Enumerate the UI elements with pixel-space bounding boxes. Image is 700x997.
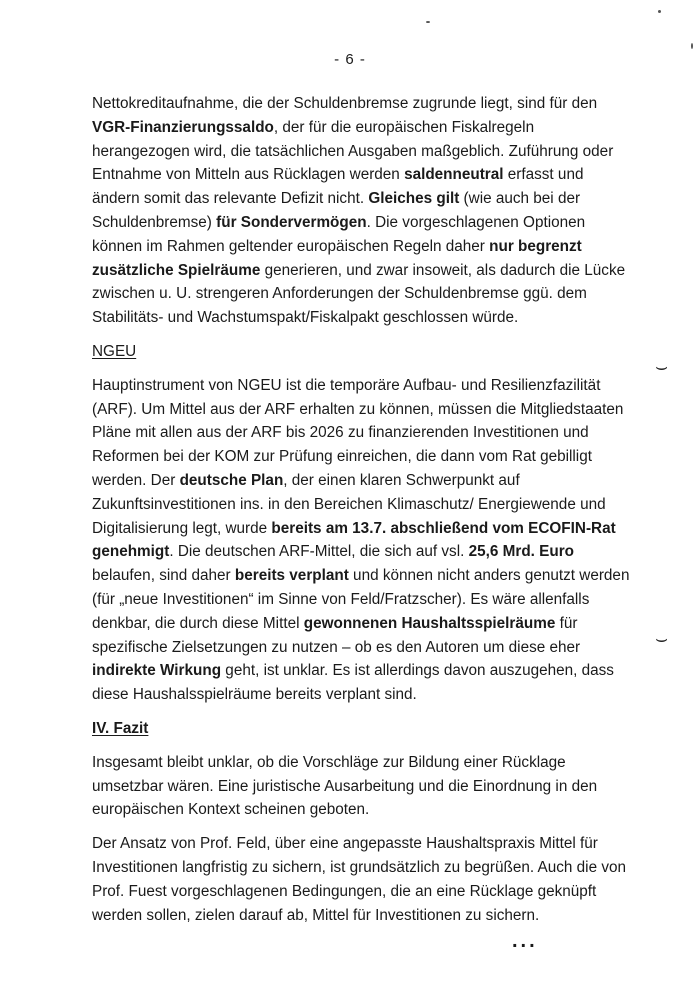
body-text: erfasst und ändern somit das relevante Defizit nicht. — [92, 166, 584, 208]
emphasis-text: nur begrenzt zusätzliche Spielräume — [92, 237, 582, 279]
scan-speck — [691, 43, 693, 49]
body-text: . Die vorgeschlagenen Optionen können im Rahmen geltender europäischen Regeln daher — [92, 213, 586, 255]
emphasis-text: VGR-Finanzierungssaldo — [92, 118, 274, 136]
paragraph-conclusion-1 — [92, 751, 632, 822]
body-text: belaufen, sind daher — [92, 567, 235, 585]
emphasis-text: indirekte Wirkung — [92, 662, 222, 680]
page-number: - 6 - — [334, 51, 366, 68]
paragraph-fiscal-rules — [92, 92, 632, 330]
emphasis-text: bereits verplant — [234, 567, 349, 585]
emphasis-text: Gleiches gilt — [368, 190, 460, 208]
scan-speck — [658, 10, 661, 13]
document-body — [92, 92, 632, 927]
body-text: , der für die europäischen Fiskalregeln herangezogen wird, die tatsächlichen Ausgaben maßgeblich. Zuführung oder Entnahme von Mitteln aus Rücklagen werden — [92, 118, 614, 184]
emphasis-text: saldenneutral — [404, 166, 504, 184]
body-text: Hauptinstrument von NGEU ist die temporäre Aufbau- und Resilienzfazilität (ARF). Um Mittel aus der ARF erhalten zu können, müssen die Mitgliedstaaten Pläne mit allen aus der ARF bis 2026 zu finanzierenden Investitionen und Reformen bei der KOM zur Prüfung einreichen, die dann vom Rat gebilligt werden. Der — [92, 376, 624, 489]
section-heading-fazit: IV. Fazit — [92, 719, 149, 737]
body-text: und können nicht anders genutzt werden (für „neue Investitionen“ im Sinne von Feld/Fratzscher). Es wäre allenfalls denkbar, die durch diese Mittel — [92, 567, 630, 632]
section-heading-ngeu: NGEU — [92, 342, 137, 360]
emphasis-text: für Sondervermögen — [216, 213, 367, 231]
margin-checkmark: ⌣ — [655, 354, 669, 378]
body-text: Insgesamt bleibt unklar, ob die Vorschläge zur Bildung einer Rücklage umsetzbar wären. Eine juristische Ausarbeitung und die Einordnung in den europäischen Kontext scheinen geboten. — [92, 753, 598, 819]
paragraph-conclusion-2 — [92, 832, 632, 927]
body-text: Nettokreditaufnahme, die der Schuldenbremse zugrunde liegt, sind für den — [92, 95, 598, 112]
body-text: generieren, und zwar insoweit, als dadurch die Lücke zwischen u. U. strengeren Anforderungen der Schuldenbremse ggü. dem Stabilitäts- und Wachstumspakt/Fiskalpakt geschlossen würde. — [92, 261, 626, 327]
body-text: für spezifische Zielsetzungen zu nutzen – ob es den Autoren um diese eher — [92, 614, 581, 656]
emphasis-text: deutsche Plan — [179, 471, 284, 489]
paragraph-ngeu — [92, 374, 632, 707]
body-text: (wie auch bei der Schuldenbremse) — [92, 190, 581, 231]
emphasis-text: bereits am 13.7. abschließend vom ECOFIN-Rat genehmigt — [92, 519, 616, 561]
body-text: geht, ist unklar. Es ist allerdings davon auszugehen, dass diese Haushalsspielräume bereits verplant sind. — [92, 662, 614, 704]
emphasis-text: 25,6 Mrd. Euro — [468, 543, 575, 561]
emphasis-text: gewonnenen Haushaltsspielräume — [303, 614, 556, 632]
body-text: . Die deutschen ARF-Mittel, die sich auf vsl. — [169, 543, 469, 561]
scan-speck — [426, 21, 430, 23]
margin-checkmark: ⌣ — [655, 626, 669, 650]
continuation-marker: ... — [512, 930, 538, 952]
body-text: , der einen klaren Schwerpunkt auf Zukunftsinvestitionen ins. in den Bereichen Klimaschutz/ Energiewende und Digitalisierung legt, wurde — [92, 471, 606, 537]
body-text: Der Ansatz von Prof. Feld, über eine angepasste Haushaltspraxis Mittel für Investitionen langfristig zu sichern, ist grundsätzlich zu begrüßen. Auch die von Prof. Fuest vorgeschlagenen Bedingungen, die an eine Rücklage geknüpft werden sollen, zielen darauf ab, Mittel für Investitionen zu sichern. — [92, 835, 626, 924]
